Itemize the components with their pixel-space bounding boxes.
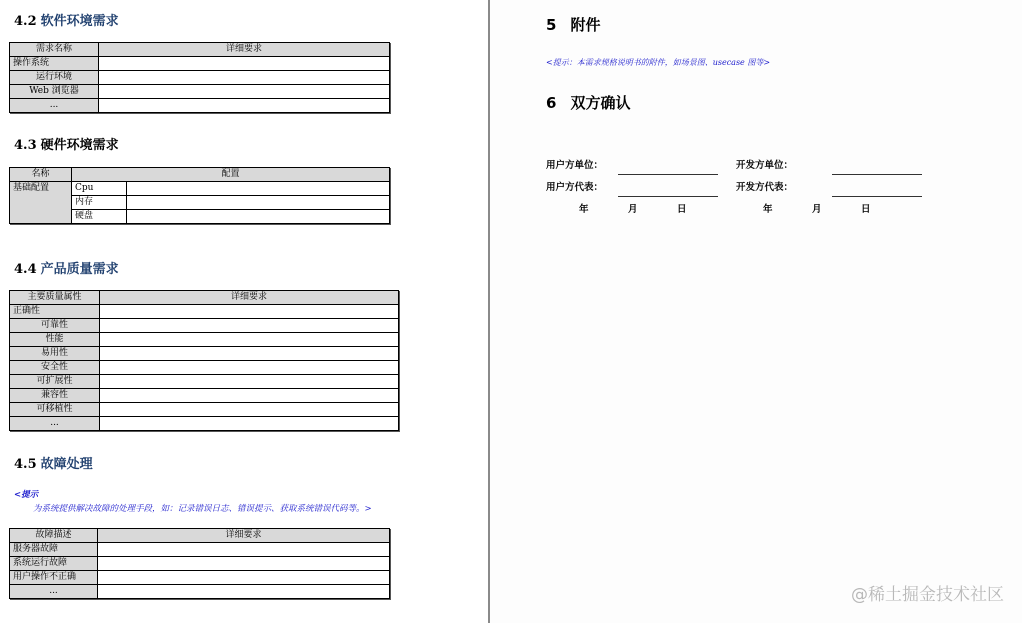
row-label: ... bbox=[10, 585, 98, 599]
table-row bbox=[10, 57, 390, 71]
row-value-cell[interactable] bbox=[100, 333, 399, 347]
section-number: 4.5 bbox=[14, 457, 37, 472]
table-row bbox=[10, 417, 399, 431]
row-label: 可扩展性 bbox=[10, 375, 100, 389]
table-header: 需求名称 bbox=[10, 43, 99, 57]
section-title: 硬件环境需求 bbox=[40, 138, 119, 153]
row-label: Cpu bbox=[72, 182, 127, 196]
dev-rep-signature-line[interactable] bbox=[832, 196, 922, 197]
row-value-cell[interactable] bbox=[100, 403, 399, 417]
user-unit-label: 用户方单位： bbox=[546, 160, 604, 171]
table-row bbox=[10, 375, 399, 389]
section-number: 5 bbox=[546, 16, 557, 34]
row-label: 安全性 bbox=[10, 361, 100, 375]
row-value-cell[interactable] bbox=[100, 389, 399, 403]
row-label: 正确性 bbox=[10, 305, 100, 319]
section-title: 附件 bbox=[570, 16, 601, 34]
user-rep-signature-line[interactable] bbox=[618, 196, 718, 197]
row-value-cell[interactable] bbox=[99, 85, 390, 99]
section-number: 4.4 bbox=[14, 262, 37, 277]
row-label: Web 浏览器 bbox=[10, 85, 99, 99]
table-row bbox=[10, 543, 390, 557]
user-unit-signature-line[interactable] bbox=[618, 174, 718, 175]
user-date-year: 年 bbox=[579, 204, 589, 215]
section-title: 故障处理 bbox=[40, 457, 93, 472]
dev-unit-label: 开发方单位： bbox=[736, 160, 794, 171]
dev-unit-signature-line[interactable] bbox=[832, 174, 922, 175]
row-label: 运行环境 bbox=[10, 71, 99, 85]
row-value-cell[interactable] bbox=[98, 585, 390, 599]
row-label: 内存 bbox=[72, 196, 127, 210]
hint-open: <提示 bbox=[14, 490, 39, 500]
section-4-2-heading bbox=[14, 10, 119, 29]
row-label: 易用性 bbox=[10, 347, 100, 361]
table-row bbox=[10, 333, 399, 347]
section-title: 软件环境需求 bbox=[40, 14, 119, 29]
group-label: 基础配置 bbox=[10, 182, 72, 224]
row-value-cell[interactable] bbox=[100, 417, 399, 431]
section-title: 产品质量需求 bbox=[40, 262, 119, 277]
table-row bbox=[10, 361, 399, 375]
row-value-cell[interactable] bbox=[99, 71, 390, 85]
user-date-day: 日 bbox=[677, 204, 687, 215]
table-row bbox=[10, 85, 390, 99]
row-label: 操作系统 bbox=[10, 57, 99, 71]
table-row bbox=[10, 99, 390, 113]
section-6-heading bbox=[546, 92, 630, 113]
hint-body: 为系统提供解决故障的处理手段，如：记录错误日志、错误提示、获取系统错误代码等。> bbox=[33, 504, 372, 514]
row-value-cell[interactable] bbox=[98, 543, 390, 557]
row-value-cell[interactable] bbox=[100, 347, 399, 361]
attachment-hint: <提示：本需求规格说明书的附件，如场景图、usecase 图等> bbox=[546, 58, 771, 67]
section-5-heading bbox=[546, 14, 600, 35]
table-header: 主要质量属性 bbox=[10, 291, 100, 305]
row-value-cell[interactable] bbox=[98, 557, 390, 571]
row-label: ... bbox=[10, 99, 99, 113]
row-value-cell[interactable] bbox=[100, 375, 399, 389]
row-label: 服务器故障 bbox=[10, 543, 98, 557]
row-label: 硬盘 bbox=[72, 210, 127, 224]
table-row bbox=[10, 347, 399, 361]
table-header: 详细要求 bbox=[100, 291, 399, 305]
row-value-cell[interactable] bbox=[127, 196, 390, 210]
section-4-4-heading bbox=[14, 258, 119, 277]
row-value-cell[interactable] bbox=[127, 182, 390, 196]
table-header: 故障描述 bbox=[10, 529, 98, 543]
section-4-3-heading bbox=[14, 134, 119, 153]
table-header: 详细要求 bbox=[98, 529, 390, 543]
table-header: 详细要求 bbox=[99, 43, 390, 57]
table-row bbox=[10, 71, 390, 85]
section-number: 6 bbox=[546, 94, 557, 112]
dev-date-month: 月 bbox=[812, 204, 822, 215]
section-4-5-heading bbox=[14, 453, 93, 472]
row-value-cell[interactable] bbox=[99, 99, 390, 113]
row-label: 系统运行故障 bbox=[10, 557, 98, 571]
user-rep-label: 用户方代表： bbox=[546, 182, 604, 193]
user-date-month: 月 bbox=[628, 204, 638, 215]
table-row bbox=[10, 571, 390, 585]
section-number: 4.3 bbox=[14, 138, 37, 153]
dev-date-year: 年 bbox=[763, 204, 773, 215]
row-label: ... bbox=[10, 417, 100, 431]
document-page-right bbox=[490, 0, 1022, 623]
software-env-table bbox=[9, 42, 390, 113]
row-label: 性能 bbox=[10, 333, 100, 347]
row-value-cell[interactable] bbox=[127, 210, 390, 224]
table-row bbox=[10, 557, 390, 571]
quality-table bbox=[9, 290, 399, 431]
row-label: 可靠性 bbox=[10, 319, 100, 333]
table-header: 配置 bbox=[72, 168, 390, 182]
watermark: @稀土掘金技术社区 bbox=[851, 585, 1004, 605]
row-value-cell[interactable] bbox=[98, 571, 390, 585]
row-label: 用户操作不正确 bbox=[10, 571, 98, 585]
table-row bbox=[10, 389, 399, 403]
table-row bbox=[10, 305, 399, 319]
row-label: 可移植性 bbox=[10, 403, 100, 417]
table-row bbox=[10, 319, 399, 333]
row-value-cell[interactable] bbox=[100, 361, 399, 375]
table-row bbox=[10, 585, 390, 599]
fault-table bbox=[9, 528, 390, 599]
document-page-left bbox=[0, 0, 488, 623]
table-row bbox=[10, 403, 399, 417]
row-label: 兼容性 bbox=[10, 389, 100, 403]
hardware-env-table bbox=[9, 167, 390, 224]
row-value-cell[interactable] bbox=[99, 57, 390, 71]
row-value-cell[interactable] bbox=[100, 305, 399, 319]
table-header: 名称 bbox=[10, 168, 72, 182]
row-value-cell[interactable] bbox=[100, 319, 399, 333]
section-title: 双方确认 bbox=[570, 94, 631, 112]
table-row bbox=[10, 182, 390, 196]
dev-rep-label: 开发方代表： bbox=[736, 182, 794, 193]
dev-date-day: 日 bbox=[861, 204, 871, 215]
section-number: 4.2 bbox=[14, 14, 37, 29]
